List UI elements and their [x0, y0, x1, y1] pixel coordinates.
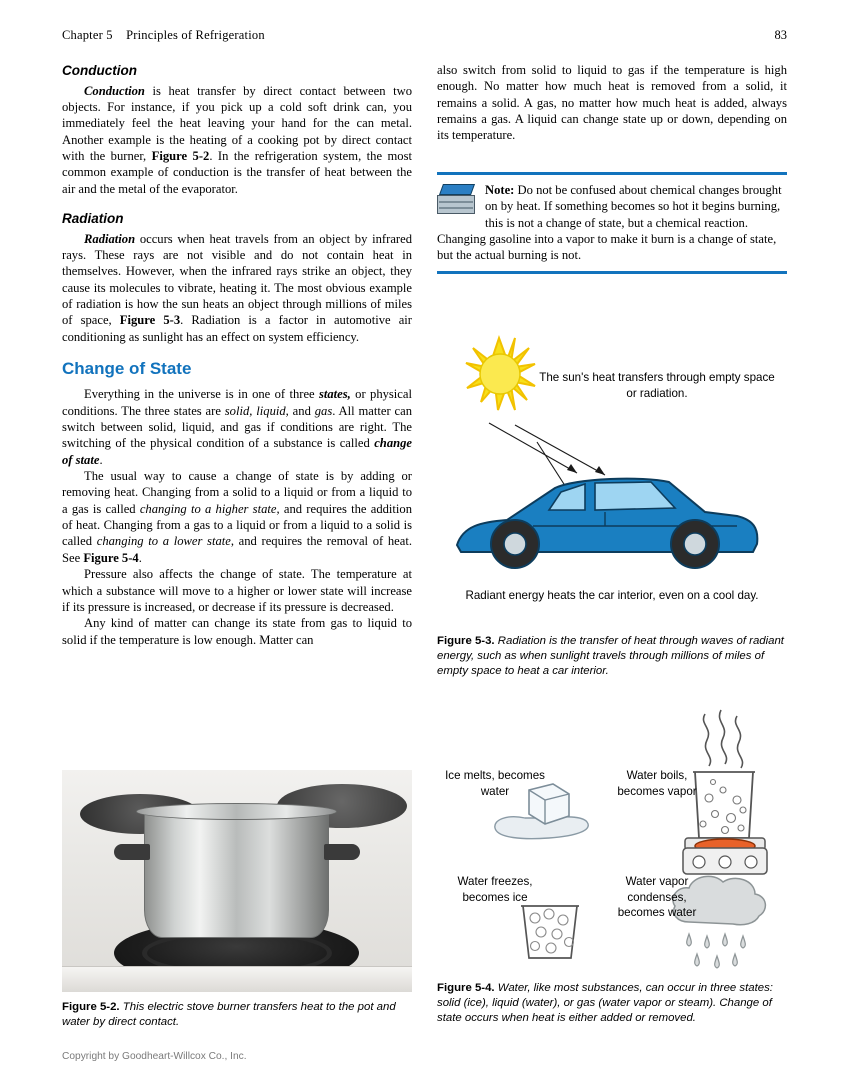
pot-handle-left	[114, 844, 150, 860]
conduction-text-b: . In the refrigeration system, the most common example of conduction is the transfer of heat between the air and the metal of the evaporator.	[62, 148, 412, 196]
spacer	[62, 345, 412, 358]
paragraph-cos-2	[62, 468, 412, 566]
cos1-e: .	[99, 452, 103, 467]
book-icon-body	[437, 195, 475, 214]
paragraph-cos-3: Pressure also affects the change of state. The temperature at which a substance will move to a higher or lower state will increase if its pressure is increased, or decrease if its pressure is decreased.	[62, 567, 412, 614]
term-lower-state: changing to a lower state	[96, 534, 231, 549]
cooking-pot	[144, 810, 329, 938]
heading-conduction: Conduction	[62, 63, 137, 78]
ice-in-glass-illustration	[521, 906, 579, 958]
term-change-of-state: change of state	[62, 436, 412, 467]
figure-5-2-caption	[62, 1000, 412, 1030]
chapter-number: Chapter 5	[62, 28, 113, 42]
car-illustration	[457, 479, 757, 568]
figure-5-4-artwork	[437, 706, 787, 976]
cos1-a: Everything in the universe is in one of three	[84, 387, 319, 402]
note-label: Note:	[485, 183, 515, 197]
figure-5-3-artwork	[437, 330, 787, 620]
cos2-c: , and requires the removal of heat. See	[62, 534, 412, 565]
cos2-a: The usual way to cause a change of state is by adding or removing heat. Changing from a solid to a liquid or from a liquid to a gas is called	[62, 469, 412, 516]
conduction-text-a: is heat transfer by direct contact between two objects. For instance, if you pick up a cold soft drink can, you immediately feel the heat leaving your hand for the can metal. Another example is the heating of a cooking pot by direct contact with the burner,	[62, 83, 412, 163]
book-icon-top	[439, 184, 475, 195]
page-number: 83	[774, 28, 787, 42]
sun-heat-label: The sun's heat transfers through empty space or radiation.	[539, 371, 775, 400]
radiant-energy-label: Radiant energy heats the car interior, even on a cool day.	[465, 589, 759, 602]
cos1-d: . All matter can switch between solid, liquid, and gas if conditions are right. The switching of the physical condition of a substance is called	[62, 403, 412, 451]
label-water-boils: Water boils, becomes vapor	[617, 769, 697, 798]
label-ice-melts: Ice melts, becomes water	[445, 769, 545, 798]
spacer	[62, 197, 412, 210]
figure-ref-5-2: Figure 5-2	[151, 148, 210, 163]
term-states: states,	[318, 387, 351, 402]
left-column	[62, 62, 412, 648]
figure-5-2-caption-text: This electric stove burner transfers heat to the pot and water by direct contact.	[62, 1001, 396, 1029]
pot-handle-right	[324, 844, 360, 860]
heading-change-of-state: Change of State	[62, 359, 192, 379]
label-water-freezes: Water freezes, becomes ice	[457, 875, 533, 904]
chapter-title: Principles of Refrigeration	[126, 28, 265, 42]
cos1-b: or physical conditions. The three states are	[62, 387, 412, 418]
book-icon	[437, 184, 477, 218]
cos2-d: .	[138, 550, 142, 565]
book-icon-line-1	[439, 201, 473, 203]
label-water-vapor-condenses: Water vapor condenses, becomes water	[617, 875, 697, 920]
note-text: Do not be confused about chemical changes brought on by heat. If something becomes so hot it begins burning, this is not a change of state, but a chemical reaction. Changing gasoline into a vapor to make it burn is a change of state, but the actual burning is not.	[437, 183, 782, 263]
note-box	[437, 172, 787, 274]
cos2-b: and requires the addition of heat. Changing from a gas to a liquid or from a liquid to a solid is called	[62, 501, 413, 549]
cos1-c: and	[288, 403, 315, 418]
figure-ref-5-4: Figure 5-4	[83, 550, 139, 565]
figure-5-3-caption-label: Figure 5-3.	[437, 635, 495, 647]
sun-icon	[466, 338, 535, 410]
heading-radiation: Radiation	[62, 211, 124, 227]
paragraph-conduction	[62, 83, 412, 198]
figure-5-4-caption-label: Figure 5-4.	[437, 982, 495, 994]
figure-5-2-caption-label: Figure 5-2.	[62, 1001, 120, 1013]
right-column	[437, 62, 787, 144]
running-head-chapter	[62, 28, 265, 43]
figure-5-3-caption	[437, 634, 787, 679]
radiation-text-a: occurs when heat travels from an object by infrared rays. These rays are not visible and do not contain heat in themselves. However, when the infrared rays strike an object, they cause its molecules to vibrate, heating it. The most obvious example of radiation is how the sun heats an object through millions of miles of space,	[62, 231, 412, 328]
stove-front-edge	[62, 966, 412, 992]
note-content	[437, 175, 787, 271]
paragraph-cos-1	[62, 386, 412, 468]
figure-5-2-photo	[62, 770, 412, 992]
figure-5-3-svg	[437, 330, 787, 590]
figure-5-4-caption	[437, 981, 787, 1026]
term-higher-state: changing to a higher state,	[139, 501, 280, 516]
figure-5-4-svg	[437, 706, 787, 974]
term-conduction: Conduction	[84, 83, 145, 98]
term-radiation: Radiation	[84, 231, 136, 246]
copyright-notice: Copyright by Goodheart-Willcox Co., Inc.	[62, 1051, 247, 1062]
paragraph-cos-4: Any kind of matter can change its state from gas to liquid to solid if the temperature is low enough. Matter can	[62, 616, 412, 647]
paragraph-continued: also switch from solid to liquid to gas if the temperature is high enough. No matter how much heat is removed from a solid, it remains a solid. A gas, no matter how much heat is added, always remains a gas. A liquid can change state up or down, depending on its temperature.	[437, 63, 787, 143]
paragraph-radiation	[62, 231, 412, 346]
figure-5-4-caption-text: Water, like most substances, can occur in three states: solid (ice), liquid (water), or gas (water vapor or steam). Change of state occurs when heat is either added or removed.	[437, 982, 773, 1025]
term-three-states: solid, liquid,	[224, 403, 289, 418]
figure-5-3-caption-text: Radiation is the transfer of heat through waves of radiant energy, such as when sunlight travels through millions of miles of empty space to heat a car interior.	[437, 635, 784, 678]
radiation-text-b: . Radiation is a factor in automotive air conditioning as sunlight has an effect on system efficiency.	[62, 313, 412, 344]
figure-ref-5-3: Figure 5-3	[119, 313, 181, 328]
term-gas: gas	[314, 403, 333, 418]
note-bottom-rule	[437, 271, 787, 274]
book-icon-line-2	[439, 207, 473, 209]
raindrops	[687, 934, 746, 968]
running-head	[62, 28, 787, 43]
cooking-pot-rim	[136, 803, 337, 820]
